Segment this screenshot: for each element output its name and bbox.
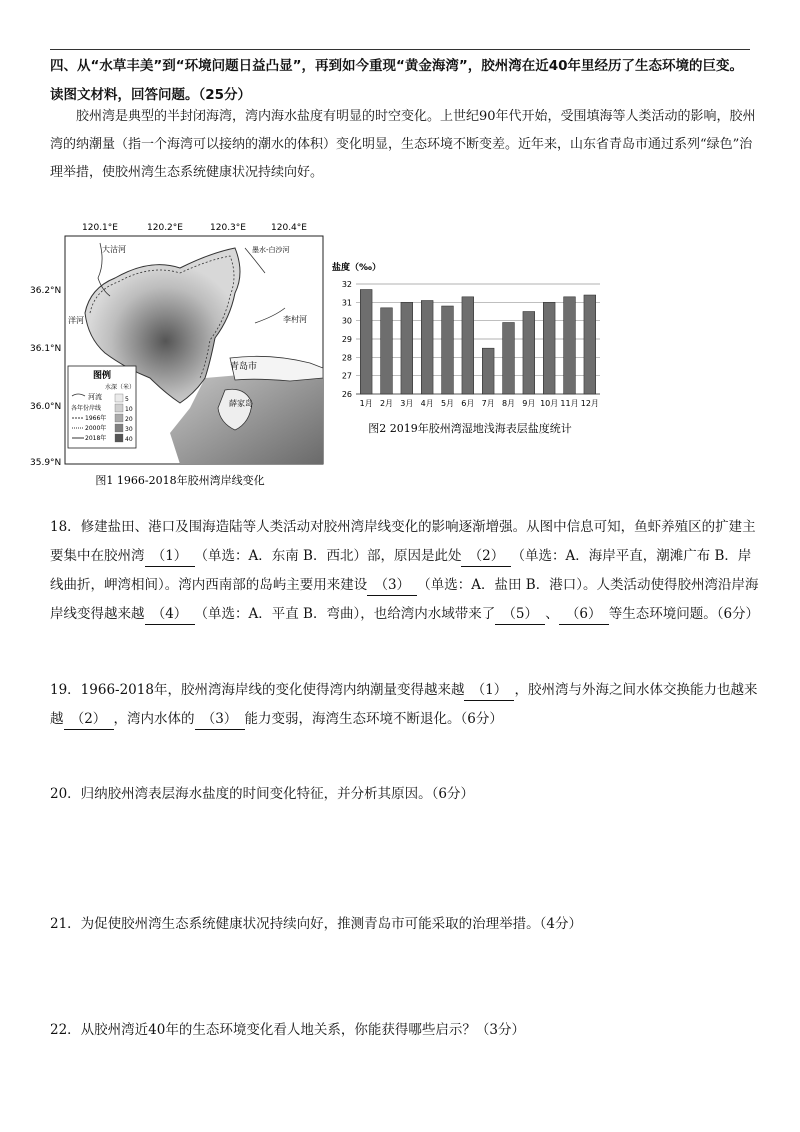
legend-coastline-title: 各年份岸线	[71, 405, 102, 412]
place-xuejia: 薛家岛	[229, 399, 253, 408]
x-tick-label: 3月	[400, 399, 414, 408]
q18-text: （单选：A．海岸平直，潮滩广布 B．岸线曲折，岬湾相间）。湾内西南部的岛屿主要用来建设	[50, 548, 752, 593]
answer-blank[interactable]: （1）	[145, 546, 195, 567]
y-tick-label: 29	[341, 335, 352, 344]
x-tick-label: 11月	[560, 399, 579, 408]
bar-10月	[543, 302, 555, 394]
x-tick-label: 1月	[359, 399, 373, 408]
section-header: 四、从“水草丰美”到“环境问题日益凸显”，再到如今重现“黄金海湾”，胶州湾在近40年里经历了生态环境的巨变。读图文材料，回答问题。（25分）	[50, 58, 744, 103]
answer-blank[interactable]: （6）	[559, 604, 609, 625]
bar-2月	[381, 308, 393, 394]
x-tick-label: 2月	[379, 399, 394, 408]
place-dagu: 大沽河	[102, 245, 126, 254]
x-tick-label: 4月	[420, 399, 434, 408]
q18-text: （单选：A．东南 B．西北）部，原因是此处	[194, 548, 462, 564]
y-tick-label: 32	[341, 280, 352, 289]
y-tick-label: 27	[341, 371, 352, 381]
answer-blank[interactable]: （3）	[195, 709, 245, 730]
legend-title: 图例	[92, 371, 112, 381]
q18-text: 18．修建盐田、港口及围海造陆等人类活动对胶州湾岸线变化的影响逐渐增强。从图中信息可知，鱼虾养殖区的扩建主要集中在胶州湾	[50, 519, 756, 564]
lon-label: 120.4°E	[271, 223, 307, 233]
bar-9月	[523, 312, 535, 395]
map-legend	[68, 366, 136, 448]
top-rule	[50, 49, 750, 50]
lon-label: 120.1°E	[82, 223, 118, 233]
q18-text: 等生态环境问题。（6分）	[608, 606, 760, 622]
answer-blank[interactable]: （1）	[464, 680, 514, 701]
chart-ylabel: 盐度（‰）	[332, 263, 381, 273]
question-19	[50, 676, 760, 734]
figure-1-caption: 图1 1966-2018年胶州湾岸线变化	[95, 474, 265, 487]
legend-depth: 40	[125, 436, 133, 443]
question-22: 22．从胶州湾近40年的生态环境变化看人地关系，你能获得哪些启示？（3分）	[50, 1022, 525, 1038]
x-tick-label: 8月	[501, 399, 516, 408]
legend-depth: 10	[125, 406, 133, 413]
q19-text: ，胶州湾与外海之间水体交换能力也越来越	[50, 682, 758, 727]
q18-text: （单选：A．盐田 B．港口）。人类活动使得胶州湾沿岸海岸线变得越来越	[50, 577, 759, 622]
y-tick-label: 26	[341, 390, 352, 399]
answer-blank[interactable]: （2）	[461, 546, 511, 567]
bar-5月	[442, 306, 454, 394]
question-20: 20．归纳胶州湾表层海水盐度的时间变化特征，并分析其原因。（6分）	[50, 786, 475, 802]
answer-blank[interactable]: （5）	[495, 604, 545, 625]
x-tick-label: 5月	[440, 399, 455, 408]
bar-12月	[584, 295, 596, 394]
answer-blank[interactable]: （2）	[64, 709, 114, 730]
legend-depth: 5	[125, 396, 129, 403]
lat-label: 36.0°N	[30, 402, 62, 412]
bar-6月	[462, 297, 474, 394]
legend-depth: 20	[125, 416, 133, 423]
legend-depth: 30	[125, 426, 133, 433]
lat-label: 35.9°N	[30, 458, 62, 468]
place-yanghe: 洋河	[68, 316, 84, 325]
legend-year: 2000年	[85, 425, 107, 432]
x-tick-label: 6月	[461, 399, 475, 408]
lat-label: 36.2°N	[30, 286, 62, 296]
legend-river: 河流	[88, 393, 102, 401]
q18-text: 、	[545, 606, 559, 622]
lon-label: 120.3°E	[210, 223, 246, 233]
question-21: 21．为促使胶州湾生态系统健康状况持续向好，推测青岛市可能采取的治理举措。（4分）	[50, 916, 583, 932]
q18-text: （单选：A．平直 B．弯曲），也给湾内水域带来了	[194, 606, 496, 622]
bar-7月	[482, 348, 494, 394]
x-tick-label: 9月	[522, 399, 536, 408]
answer-blank[interactable]: （3）	[367, 575, 417, 596]
place-moshui: 墨水-白沙河	[252, 246, 290, 254]
x-tick-label: 12月	[580, 399, 599, 408]
figure-2-caption: 图2 2019年胶州湾湿地浅海表层盐度统计	[368, 422, 572, 435]
q19-text: 19．1966-2018年，胶州湾海岸线的变化使得湾内纳潮量变得越来越	[50, 682, 465, 698]
y-tick-label: 30	[341, 316, 352, 326]
bar-4月	[421, 301, 433, 395]
y-tick-label: 28	[341, 353, 352, 363]
q19-text: ，湾内水体的	[113, 711, 195, 727]
legend-year: 1966年	[85, 415, 107, 422]
legend-year: 2018年	[85, 435, 107, 442]
lat-label: 36.1°N	[30, 344, 62, 354]
figure-1-map	[30, 218, 330, 490]
x-tick-label: 10月	[540, 399, 559, 408]
intro-paragraph: 胶州湾是典型的半封闭海湾，湾内海水盐度有明显的时空变化。上世纪90年代开始，受围填海等人类活动的影响，胶州湾的纳潮量（指一个海湾可以接纳的潮水的体积）变化明显，生态环境不断变差。近年来，山东省青岛市通过系列“绿色”治理举措，使胶州湾生态系统健康状况持续向好。	[50, 109, 756, 180]
legend-depth-title: 水深（米）	[104, 384, 136, 391]
place-qingdao: 青岛市	[230, 362, 258, 372]
answer-blank[interactable]: （4）	[145, 604, 195, 625]
q19-text: 能力变弱，海湾生态环境不断退化。（6分）	[244, 711, 503, 727]
y-tick-label: 31	[341, 298, 352, 308]
bar-11月	[564, 297, 576, 394]
x-tick-label: 7月	[481, 399, 495, 408]
bar-1月	[360, 290, 372, 395]
place-licun: 李村河	[283, 315, 307, 324]
bar-8月	[503, 323, 515, 395]
bar-3月	[401, 302, 413, 394]
question-18	[50, 513, 760, 629]
lon-label: 120.2°E	[147, 223, 183, 233]
figure-2-salinity-chart	[330, 258, 610, 438]
